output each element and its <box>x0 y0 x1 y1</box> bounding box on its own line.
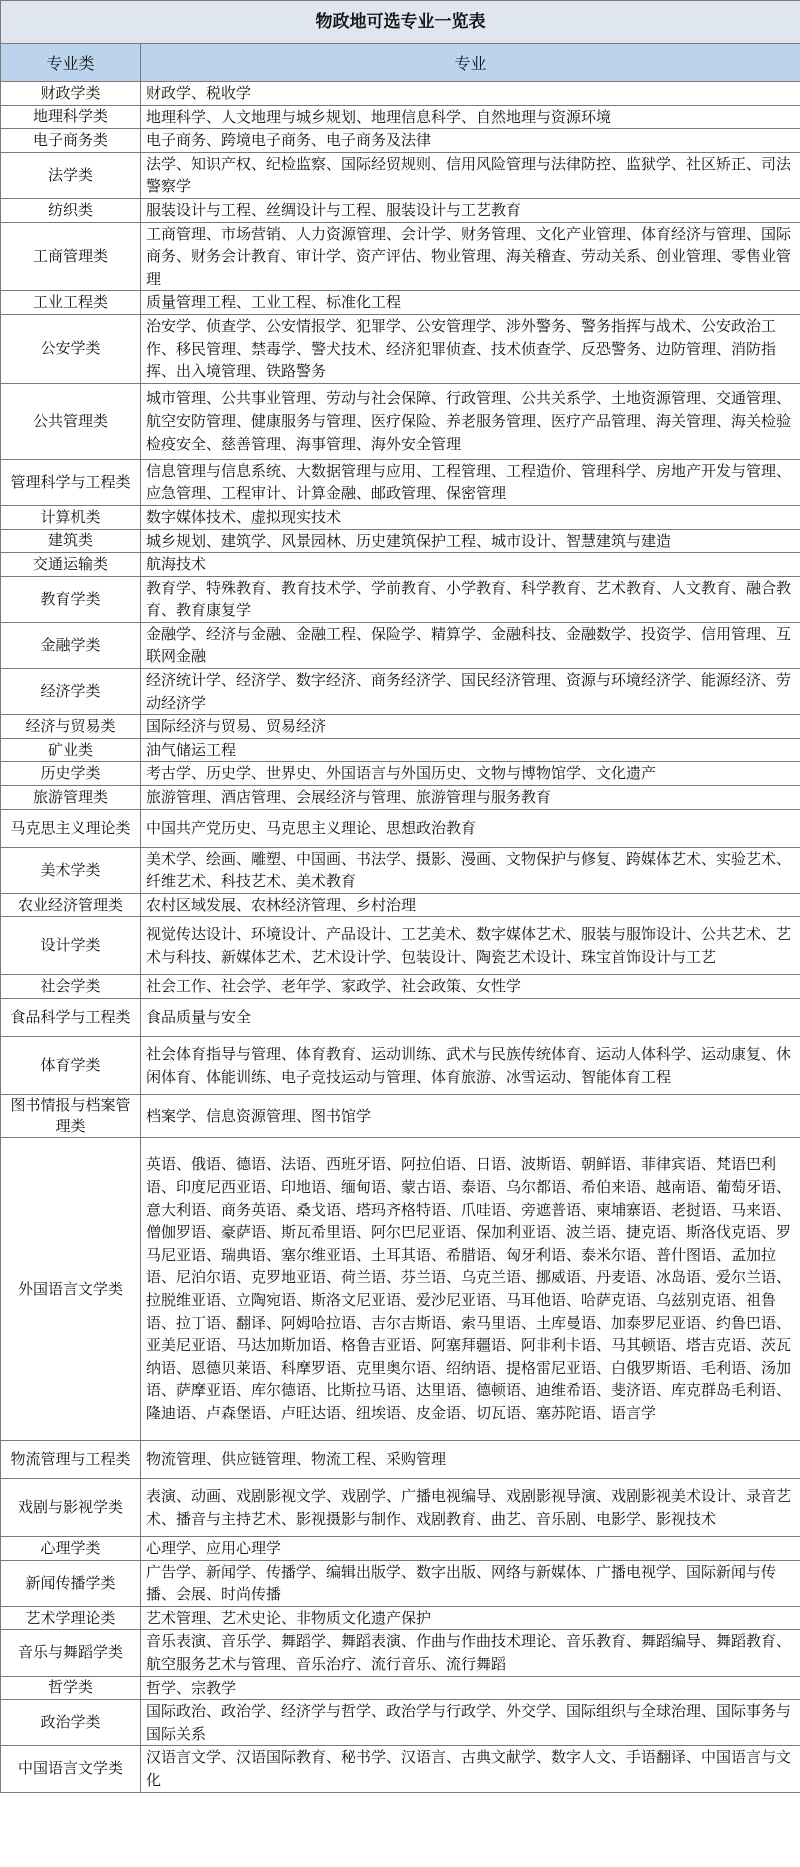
category-cell: 旅游管理类 <box>1 786 141 810</box>
category-cell: 教育学类 <box>1 576 141 622</box>
table-row <box>1 669 800 715</box>
category-cell: 音乐与舞蹈学类 <box>1 1630 141 1676</box>
category-cell: 历史学类 <box>1 762 141 786</box>
majors-cell: 表演、动画、戏剧影视文学、戏剧学、广播电视编导、戏剧影视导演、戏剧影视美术设计、录音艺术、播音与主持艺术、影视摄影与制作、戏剧教育、曲艺、音乐剧、电影学、影视技术 <box>141 1479 800 1537</box>
majors-cell: 财政学、税收学 <box>141 82 800 106</box>
majors-cell: 数字媒体技术、虚拟现实技术 <box>141 505 800 529</box>
category-cell: 经济学类 <box>1 669 141 715</box>
majors-cell: 教育学、特殊教育、教育技术学、学前教育、小学教育、科学教育、艺术教育、人文教育、融合教育、教育康复学 <box>141 576 800 622</box>
table-row <box>1 152 800 198</box>
table-row <box>1 129 800 153</box>
majors-cell: 视觉传达设计、环境设计、产品设计、工艺美术、数字媒体艺术、服装与服饰设计、公共艺术、艺术与科技、新媒体艺术、艺术设计学、包装设计、陶瓷艺术设计、珠宝首饰设计与工艺 <box>141 917 800 975</box>
table-row <box>1 1537 800 1561</box>
majors-cell: 城乡规划、建筑学、风景园林、历史建筑保护工程、城市设计、智慧建筑与建造 <box>141 529 800 553</box>
category-cell: 美术学类 <box>1 847 141 893</box>
table-row <box>1 105 800 129</box>
category-cell: 体育学类 <box>1 1037 141 1095</box>
table-row <box>1 505 800 529</box>
majors-cell: 质量管理工程、工业工程、标准化工程 <box>141 291 800 315</box>
majors-cell: 社会工作、社会学、老年学、家政学、社会政策、女性学 <box>141 975 800 999</box>
category-cell: 金融学类 <box>1 622 141 668</box>
category-cell: 外国语言文学类 <box>1 1138 141 1441</box>
majors-cell: 油气储运工程 <box>141 738 800 762</box>
table-row <box>1 291 800 315</box>
table-row <box>1 383 800 459</box>
majors-cell: 广告学、新闻学、传播学、编辑出版学、数字出版、网络与新媒体、广播电视学、国际新闻与传播、会展、时尚传播 <box>141 1560 800 1606</box>
table-row <box>1 917 800 975</box>
majors-cell: 电子商务、跨境电子商务、电子商务及法律 <box>141 129 800 153</box>
category-cell: 电子商务类 <box>1 129 141 153</box>
majors-cell: 城市管理、公共事业管理、劳动与社会保障、行政管理、公共关系学、土地资源管理、交通管理、航空安防管理、健康服务与管理、医疗保险、养老服务管理、医疗产品管理、海关管理、海关检验检疫安全、慈善管理、海事管理、海外安全管理 <box>141 383 800 459</box>
category-cell: 马克思主义理论类 <box>1 809 141 847</box>
table-row <box>1 622 800 668</box>
table-row <box>1 1479 800 1537</box>
majors-cell: 旅游管理、酒店管理、会展经济与管理、旅游管理与服务教育 <box>141 786 800 810</box>
table-row <box>1 715 800 739</box>
table-row <box>1 975 800 999</box>
majors-cell: 艺术管理、艺术史论、非物质文化遗产保护 <box>141 1606 800 1630</box>
majors-cell: 心理学、应用心理学 <box>141 1537 800 1561</box>
majors-cell: 哲学、宗教学 <box>141 1676 800 1700</box>
table-row <box>1 893 800 917</box>
table-row <box>1 809 800 847</box>
table-row <box>1 1441 800 1479</box>
table-row <box>1 847 800 893</box>
category-cell: 社会学类 <box>1 975 141 999</box>
category-cell: 公安学类 <box>1 314 141 383</box>
category-cell: 设计学类 <box>1 917 141 975</box>
category-cell: 新闻传播学类 <box>1 1560 141 1606</box>
table-row <box>1 1560 800 1606</box>
table-row <box>1 1746 800 1792</box>
table-row <box>1 762 800 786</box>
category-cell: 财政学类 <box>1 82 141 106</box>
category-cell: 农业经济管理类 <box>1 893 141 917</box>
table-row <box>1 576 800 622</box>
table-row <box>1 553 800 577</box>
category-cell: 计算机类 <box>1 505 141 529</box>
category-cell: 心理学类 <box>1 1537 141 1561</box>
table-row <box>1 82 800 106</box>
majors-cell: 中国共产党历史、马克思主义理论、思想政治教育 <box>141 809 800 847</box>
majors-cell: 法学、知识产权、纪检监察、国际经贸规则、信用风险管理与法律防控、监狱学、社区矫正、司法警察学 <box>141 152 800 198</box>
majors-cell: 农村区域发展、农林经济管理、乡村治理 <box>141 893 800 917</box>
category-cell: 艺术学理论类 <box>1 1606 141 1630</box>
majors-cell: 治安学、侦查学、公安情报学、犯罪学、公安管理学、涉外警务、警务指挥与战术、公安政治工作、移民管理、禁毒学、警犬技术、经济犯罪侦查、技术侦查学、反恐警务、边防管理、消防指挥、出入境管理、铁路警务 <box>141 314 800 383</box>
majors-cell: 档案学、信息资源管理、图书馆学 <box>141 1095 800 1138</box>
majors-cell: 国际经济与贸易、贸易经济 <box>141 715 800 739</box>
table-row <box>1 198 800 222</box>
category-cell: 建筑类 <box>1 529 141 553</box>
category-cell: 法学类 <box>1 152 141 198</box>
majors-cell: 航海技术 <box>141 553 800 577</box>
majors-cell: 经济统计学、经济学、数字经济、商务经济学、国民经济管理、资源与环境经济学、能源经济、劳动经济学 <box>141 669 800 715</box>
table-row <box>1 738 800 762</box>
table-row <box>1 1630 800 1676</box>
header-majors: 专业 <box>141 44 800 82</box>
majors-cell: 国际政治、政治学、经济学与哲学、政治学与行政学、外交学、国际组织与全球治理、国际事务与国际关系 <box>141 1700 800 1746</box>
table-row <box>1 222 800 291</box>
table-row <box>1 999 800 1037</box>
table-row <box>1 1037 800 1095</box>
category-cell: 管理科学与工程类 <box>1 459 141 505</box>
category-cell: 中国语言文学类 <box>1 1746 141 1792</box>
table-row <box>1 786 800 810</box>
majors-cell: 考古学、历史学、世界史、外国语言与外国历史、文物与博物馆学、文化遗产 <box>141 762 800 786</box>
category-cell: 工商管理类 <box>1 222 141 291</box>
table-title: 物政地可选专业一览表 <box>0 0 800 43</box>
category-cell: 经济与贸易类 <box>1 715 141 739</box>
majors-cell: 食品质量与安全 <box>141 999 800 1037</box>
majors-cell: 物流管理、供应链管理、物流工程、采购管理 <box>141 1441 800 1479</box>
majors-cell: 汉语言文学、汉语国际教育、秘书学、汉语言、古典文献学、数字人文、手语翻译、中国语言与文化 <box>141 1746 800 1792</box>
table-row <box>1 1676 800 1700</box>
header-category: 专业类 <box>1 44 141 82</box>
category-cell: 地理科学类 <box>1 105 141 129</box>
majors-cell: 音乐表演、音乐学、舞蹈学、舞蹈表演、作曲与作曲技术理论、音乐教育、舞蹈编导、舞蹈教育、航空服务艺术与管理、音乐治疗、流行音乐、流行舞蹈 <box>141 1630 800 1676</box>
table-row <box>1 1606 800 1630</box>
category-cell: 图书情报与档案管理类 <box>1 1095 141 1138</box>
table-row <box>1 529 800 553</box>
majors-cell: 社会体育指导与管理、体育教育、运动训练、武术与民族传统体育、运动人体科学、运动康复、休闲体育、体能训练、电子竞技运动与管理、体育旅游、冰雪运动、智能体育工程 <box>141 1037 800 1095</box>
category-cell: 公共管理类 <box>1 383 141 459</box>
table-row <box>1 1138 800 1441</box>
table-row <box>1 314 800 383</box>
category-cell: 政治学类 <box>1 1700 141 1746</box>
header-row <box>1 44 800 82</box>
category-cell: 哲学类 <box>1 1676 141 1700</box>
category-cell: 食品科学与工程类 <box>1 999 141 1037</box>
category-cell: 交通运输类 <box>1 553 141 577</box>
majors-cell: 金融学、经济与金融、金融工程、保险学、精算学、金融科技、金融数学、投资学、信用管理、互联网金融 <box>141 622 800 668</box>
table-row <box>1 1700 800 1746</box>
category-cell: 纺织类 <box>1 198 141 222</box>
majors-cell: 服装设计与工程、丝绸设计与工程、服装设计与工艺教育 <box>141 198 800 222</box>
majors-cell: 信息管理与信息系统、大数据管理与应用、工程管理、工程造价、管理科学、房地产开发与管理、应急管理、工程审计、计算金融、邮政管理、保密管理 <box>141 459 800 505</box>
majors-cell: 工商管理、市场营销、人力资源管理、会计学、财务管理、文化产业管理、体育经济与管理、国际商务、财务会计教育、审计学、资产评估、物业管理、海关稽查、劳动关系、创业管理、零售业管理 <box>141 222 800 291</box>
table-row <box>1 459 800 505</box>
majors-cell: 地理科学、人文地理与城乡规划、地理信息科学、自然地理与资源环境 <box>141 105 800 129</box>
category-cell: 矿业类 <box>1 738 141 762</box>
majors-cell: 英语、俄语、德语、法语、西班牙语、阿拉伯语、日语、波斯语、朝鲜语、菲律宾语、梵语巴利语、印度尼西亚语、印地语、缅甸语、蒙古语、泰语、乌尔都语、希伯来语、越南语、葡萄牙语、意大利语、商务英语、桑戈语、塔玛齐格特语、爪哇语、旁遮普语、柬埔寨语、老挝语、马来语、僧伽罗语、豪萨语、斯瓦希里语、阿尔巴尼亚语、保加利亚语、波兰语、捷克语、斯洛伐克语、罗马尼亚语、瑞典语、塞尔维亚语、土耳其语、希腊语、匈牙利语、泰米尔语、普什图语、孟加拉语、尼泊尔语、克罗地亚语、荷兰语、芬兰语、乌克兰语、挪威语、丹麦语、冰岛语、爱尔兰语、拉脱维亚语、立陶宛语、斯洛文尼亚语、爱沙尼亚语、马耳他语、哈萨克语、乌兹别克语、祖鲁语、拉丁语、翻译、阿姆哈拉语、吉尔吉斯语、索马里语、土库曼语、加泰罗尼亚语、约鲁巴语、亚美尼亚语、马达加斯加语、格鲁吉亚语、阿塞拜疆语、阿非利卡语、马其顿语、塔吉克语、茨瓦纳语、恩德贝莱语、科摩罗语、克里奥尔语、绍纳语、提格雷尼亚语、白俄罗斯语、毛利语、汤加语、萨摩亚语、库尔德语、比斯拉马语、达里语、德顿语、迪维希语、斐济语、库克群岛毛利语、隆迪语、卢森堡语、卢旺达语、纽埃语、皮金语、切瓦语、塞苏陀语、语言学 <box>141 1138 800 1441</box>
category-cell: 戏剧与影视学类 <box>1 1479 141 1537</box>
category-cell: 物流管理与工程类 <box>1 1441 141 1479</box>
table-row <box>1 1095 800 1138</box>
majors-cell: 美术学、绘画、雕塑、中国画、书法学、摄影、漫画、文物保护与修复、跨媒体艺术、实验艺术、纤维艺术、科技艺术、美术教育 <box>141 847 800 893</box>
category-cell: 工业工程类 <box>1 291 141 315</box>
